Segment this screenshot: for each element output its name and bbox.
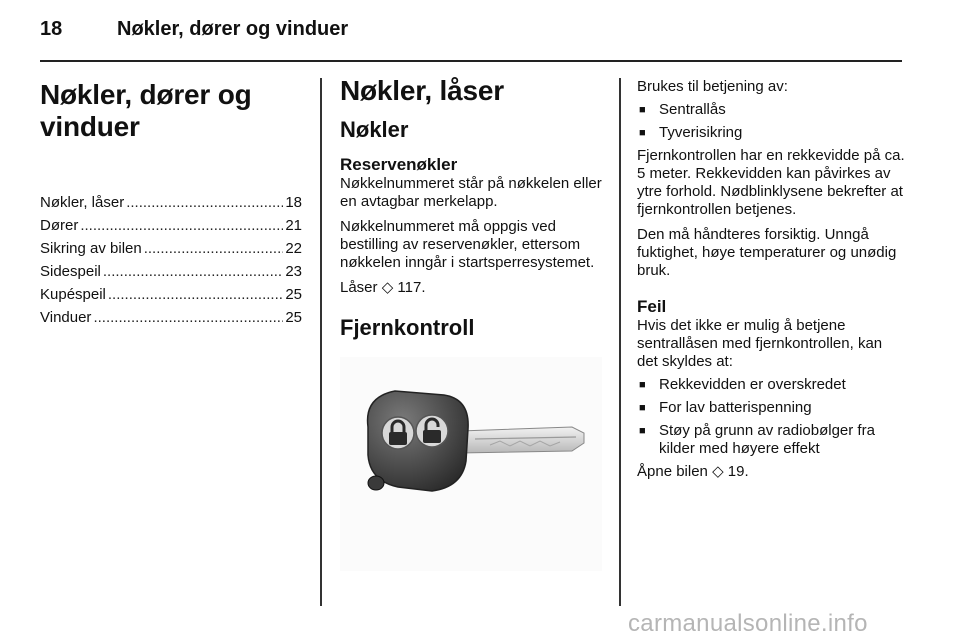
toc-page: 25 — [285, 286, 302, 303]
cross-reference[interactable] — [637, 463, 905, 481]
toc-label: Vinduer — [40, 309, 92, 326]
ref-label: Låser — [340, 279, 378, 296]
column-divider-1 — [320, 78, 322, 606]
toc-entry[interactable] — [40, 283, 302, 306]
toc-leader-dots — [93, 306, 283, 329]
remote-key-illustration — [340, 357, 602, 571]
watermark: carmanualsonline.info — [628, 610, 868, 637]
column-divider-2 — [619, 78, 621, 606]
range-paragraph: Fjernkontrollen har en rekkevidde på ca. 5 meter. Rekkevidden kan påvirkes av ytre forhold. Nødblinklysene bekrefter at fjernkontrollen betjenes. — [637, 147, 905, 218]
bullet-square-icon: ■ — [639, 127, 646, 139]
toc-entry[interactable] — [40, 306, 302, 329]
toc-entry[interactable] — [40, 214, 302, 237]
list-item: ■ Rekkevidden er overskredet — [639, 376, 846, 393]
cross-reference[interactable] — [340, 279, 602, 297]
toc-label: Sikring av bilen — [40, 240, 142, 257]
remote-control-heading: Fjernkontroll — [340, 315, 475, 340]
header-rule — [40, 60, 902, 62]
toc-label: Sidespeil — [40, 263, 101, 280]
fault-paragraph: Hvis det ikke er mulig å betjene sentrallåsen med fjernkontrollen, kan det skyldes at: — [637, 317, 883, 370]
reference-arrow-icon: ◇ — [712, 463, 724, 480]
toc-page: 18 — [285, 194, 302, 211]
table-of-contents — [40, 191, 302, 329]
ref-label: Åpne bilen — [637, 463, 708, 480]
list-item: ■ Sentrallås — [639, 101, 726, 118]
reference-arrow-icon: ◇ — [381, 279, 394, 296]
ref-page: 19. — [727, 463, 749, 480]
toc-leader-dots — [103, 260, 283, 283]
toc-label: Dører — [40, 217, 79, 234]
toc-leader-dots — [108, 283, 283, 306]
list-item: ■ For lav batterispenning — [639, 399, 812, 416]
page-number: 18 — [40, 18, 63, 40]
toc-page: 25 — [285, 309, 302, 326]
column-remote-info — [637, 70, 905, 481]
chapter-title: Nøkler, dører og vinduer — [40, 79, 252, 142]
toc-leader-dots — [144, 237, 284, 260]
column-toc — [40, 70, 302, 329]
toc-entry[interactable] — [40, 191, 302, 214]
section-title: Nøkler, låser — [340, 75, 504, 106]
spare-keys-paragraph-2: Nøkkelnummeret må oppgis ved bestilling av reservenøkler, ettersom nøkkelen inngår i startsperresystemet. — [340, 218, 595, 271]
handling-paragraph: Den må håndteres forsiktig. Unngå fuktighet, høye temperaturer og unødig bruk. — [637, 226, 897, 279]
toc-page: 22 — [285, 240, 302, 257]
toc-entry[interactable] — [40, 237, 302, 260]
header-title: Nøkler, dører og vinduer — [117, 18, 349, 40]
toc-label: Kupéspeil — [40, 286, 106, 303]
toc-label: Nøkler, låser — [40, 194, 125, 211]
toc-leader-dots — [126, 191, 283, 214]
spare-keys-paragraph-1: Nøkkelnummeret står på nøkkelen eller en avtagbar merkelapp. — [340, 175, 602, 210]
subsection-title: Nøkler — [340, 117, 409, 142]
fault-heading: Feil — [637, 297, 667, 316]
toc-page: 23 — [285, 263, 302, 280]
toc-page: 21 — [285, 217, 302, 234]
remote-key-icon — [340, 357, 602, 571]
page-header — [40, 18, 920, 48]
bullet-square-icon: ■ — [639, 425, 646, 437]
list-item: ■ Støy på grunn av radiobølger fra kilder med høyere effekt — [639, 422, 875, 457]
toc-leader-dots — [80, 214, 283, 237]
bullet-square-icon: ■ — [639, 104, 646, 116]
column-keys — [340, 70, 602, 571]
spare-keys-heading: Reservenøkler — [340, 155, 458, 174]
bullet-square-icon: ■ — [639, 379, 646, 391]
bullet-square-icon: ■ — [639, 402, 646, 414]
list-item: ■ Tyverisikring — [639, 124, 743, 141]
toc-entry[interactable] — [40, 260, 302, 283]
usage-intro: Brukes til betjening av: — [637, 78, 788, 95]
ref-page: 117. — [397, 279, 426, 296]
